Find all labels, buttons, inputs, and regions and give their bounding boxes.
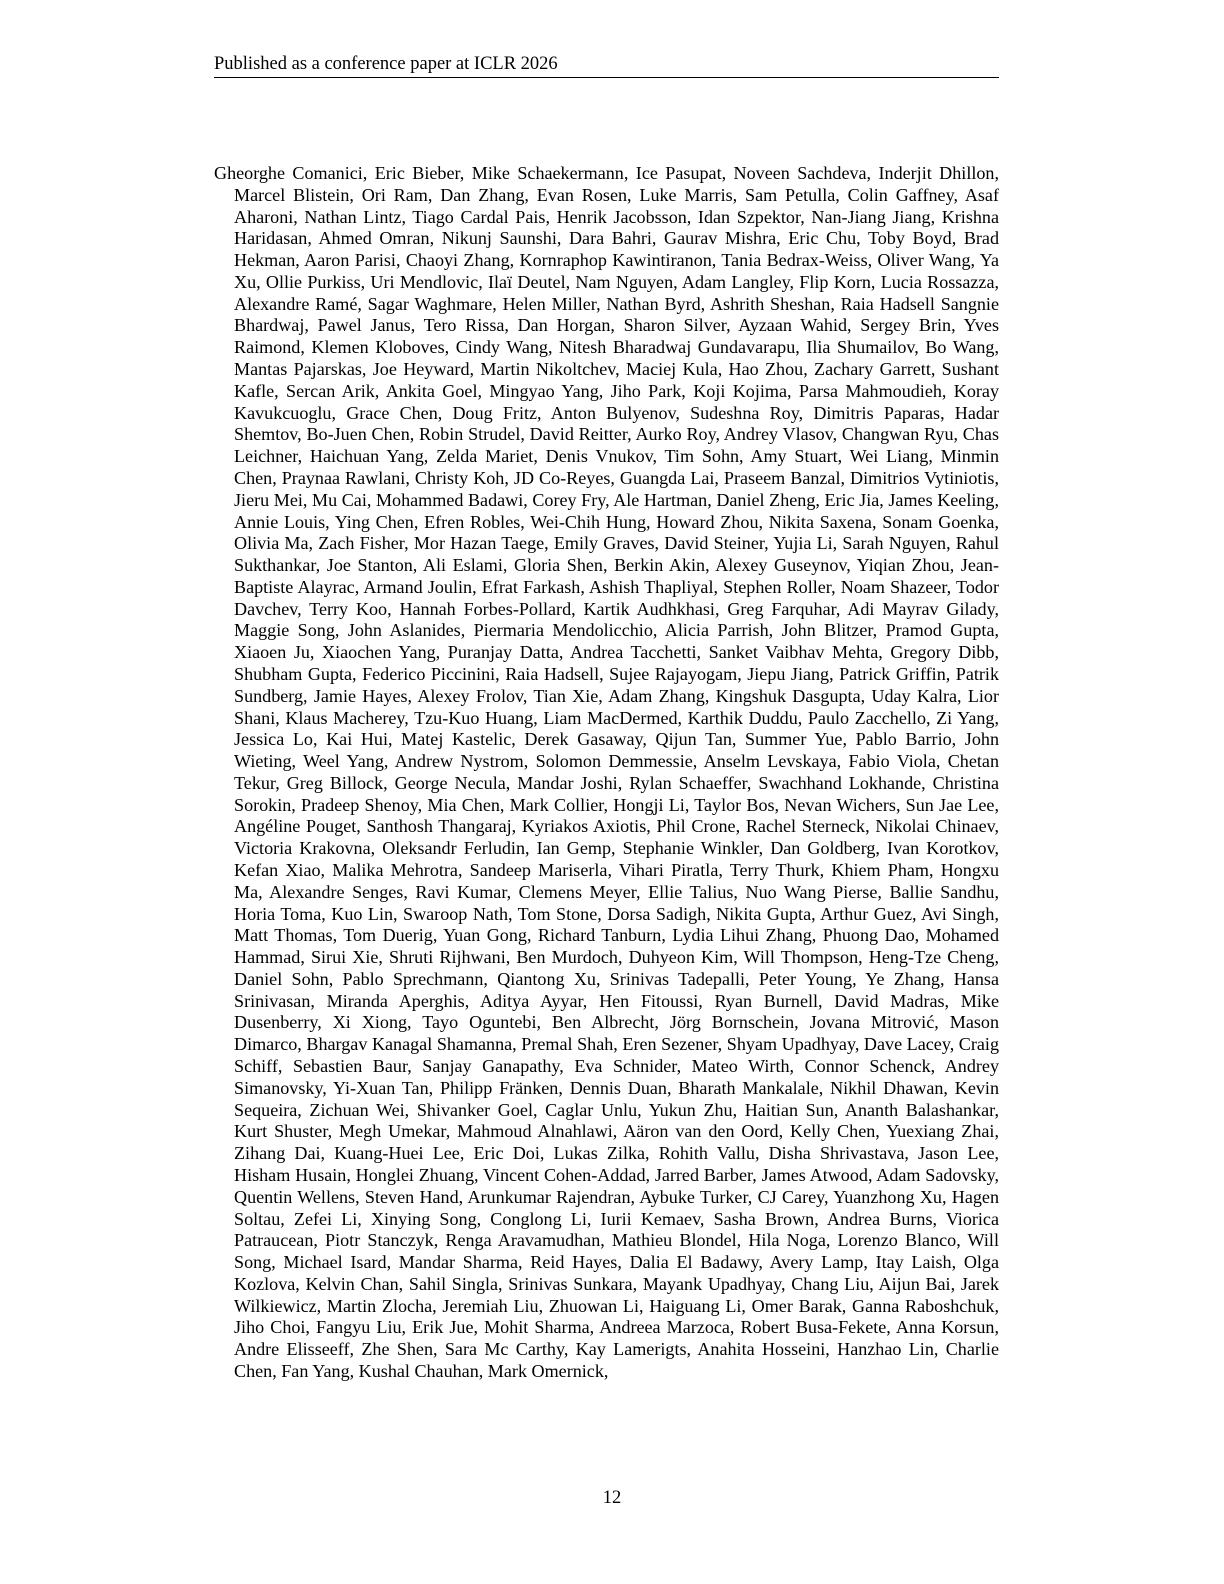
reference-entry: Gheorghe Comanici, Eric Bieber, Mike Schaekermann, Ice Pasupat, Noveen Sachdeva, Inderjit Dhillon, Marcel Blistein, Ori Ram, Dan Zhang, Evan Rosen, Luke Marris, Sam Petulla, Colin Gaffney, Asaf Aharoni, Nathan Lintz, Tiago Cardal Pais, Henrik Jacobsson, Idan Szpektor, Nan-Jiang Jiang, Krishna Haridasan, Ahmed Omran, Nikunj Saunshi, Dara Bahri, Gaurav Mishra, Eric Chu, Toby Boyd, Brad Hekman, Aaron Parisi, Chaoyi Zhang, Kornraphop Kawintiranon, Tania Bedrax-Weiss, Oliver Wang, Ya Xu, Ollie Purkiss, Uri Mendlovic, Ilaï Deutel, Nam Nguyen, Adam Langley, Flip Korn, Lucia Rossazza, Alexandre Ramé, Sagar Waghmare, Helen Miller, Nathan Byrd, Ashrith Sheshan, Raia Hadsell Sangnie Bhardwaj, Pawel Janus, Tero Rissa, Dan Horgan, Sharon Silver, Ayzaan Wahid, Sergey Brin, Yves Raimond, Klemen Kloboves, Cindy Wang, Nitesh Bharadwaj Gundavarapu, Ilia Shumailov, Bo Wang, Mantas Pajarskas, Joe Heyward, Martin Nikoltchev, Maciej Kula, Hao Zhou, Zachary Garrett, Sushant Kafle, Sercan Arik, Ankita Goel, Mingyao Yang, Jiho Park, Koji Kojima, Parsa Mahmoudieh, Koray Kavukcuoglu, Grace Chen, Doug Fritz, Anton Bulyenov, Sudeshna Roy, Dimitris Paparas, Hadar Shemtov, Bo-Juen Chen, Robin Strudel, David Reitter, Aurko Roy, Andrey Vlasov, Changwan Ryu, Chas Leichner, Haichuan Yang, Zelda Mariet, Denis Vnukov, Tim Sohn, Amy Stuart, Wei Liang, Minmin Chen, Praynaa Rawlani, Christy Koh, JD Co-Reyes, Guangda Lai, Praseem Banzal, Dimitrios Vytiniotis, Jieru Mei, Mu Cai, Mohammed Badawi, Corey Fry, Ale Hartman, Daniel Zheng, Eric Jia, James Keeling, Annie Louis, Ying Chen, Efren Robles, Wei-Chih Hung, Howard Zhou, Nikita Saxena, Sonam Goenka, Olivia Ma, Zach Fisher, Mor Hazan Taege, Emily Graves, David Steiner, Yujia Li, Sarah Nguyen, Rahul Sukthankar, Joe Stanton, Ali Eslami, Gloria Shen, Berkin Akin, Alexey Guseynov, Yiqian Zhou, Jean-Baptiste Alayrac, Armand Joulin, Efrat Farkash, Ashish Thapliyal, Stephen Roller, Noam Shazeer, Todor Davchev, Terry Koo, Hannah Forbes-Pollard, Kartik Audhkhasi, Greg Farquhar, Adi Mayrav Gilady, Maggie Song, John Aslanides, Piermaria Mendolicchio, Alicia Parrish, John Blitzer, Pramod Gupta, Xiaoen Ju, Xiaochen Yang, Puranjay Datta, Andrea Tacchetti, Sanket Vaibhav Mehta, Gregory Dibb, Shubham Gupta, Federico Piccinini, Raia Hadsell, Sujee Rajayogam, Jiepu Jiang, Patrick Griffin, Patrik Sundberg, Jamie Hayes, Alexey Frolov, Tian Xie, Adam Zhang, Kingshuk Dasgupta, Uday Kalra, Lior Shani, Klaus Macherey, Tzu-Kuo Huang, Liam MacDermed, Karthik Duddu, Paulo Zacchello, Zi Yang, Jessica Lo, Kai Hui, Matej Kastelic, Derek Gasaway, Qijun Tan, Summer Yue, Pablo Barrio, John Wieting, Weel Yang, Andrew Nystrom, Solomon Demmessie, Anselm Levskaya, Fabio Viola, Chetan Tekur, Greg Billock, George Necula, Mandar Joshi, Rylan Schaeffer, Swachhand Lokhande, Christina Sorokin, Pradeep Shenoy, Mia Chen, Mark Collier, Hongji Li, Taylor Bos, Nevan Wichers, Sun Jae Lee, Angéline Pouget, Santhosh Thangaraj, Kyriakos Axiotis, Phil Crone, Rachel Sterneck, Nikolai Chinaev, Victoria Krakovna, Oleksandr Ferludin, Ian Gemp, Stephanie Winkler, Dan Goldberg, Ivan Korotkov, Kefan Xiao, Malika Mehrotra, Sandeep Mariserla, Vihari Piratla, Terry Thurk, Khiem Pham, Hongxu Ma, Alexandre Senges, Ravi Kumar, Clemens Meyer, Ellie Talius, Nuo Wang Pierse, Ballie Sandhu, Horia Toma, Kuo Lin, Swaroop Nath, Tom Stone, Dorsa Sadigh, Nikita Gupta, Arthur Guez, Avi Singh, Matt Thomas, Tom Duerig, Yuan Gong, Richard Tanburn, Lydia Lihui Zhang, Phuong Dao, Mohamed Hammad, Sirui Xie, Shruti Rijhwani, Ben Murdoch, Duhyeon Kim, Will Thompson, Heng-Tze Cheng, Daniel Sohn, Pablo Sprechmann, Qiantong Xu, Srinivas Tadepalli, Peter Young, Ye Zhang, Hansa Srinivasan, Miranda Aperghis, Aditya Ayyar, Hen Fitoussi, Ryan Burnell, David Madras, Mike Dusenberry, Xi Xiong, Tayo Oguntebi, Ben Albrecht, Jörg Bornschein, Jovana Mitrović, Mason Dimarco, Bhargav Kanagal Shamanna, Premal Shah, Eren Sezener, Shyam Upadhyay, Dave Lacey, Craig Schiff, Sebastien Baur, Sanjay Ganapathy, Eva Schnider, Mateo Wirth, Connor Schenck, Andrey Simanovsky, Yi-Xuan Tan, Philipp Fränken, Dennis Duan, Bharath Mankalale, Nikhil Dhawan, Kevin Sequeira, Zichuan Wei, Shivanker Goel, Caglar Unlu, Yukun Zhu, Haitian Sun, Ananth Balashankar, Kurt Shuster, Megh Umekar, Mahmoud Alnahlawi, Aäron van den Oord, Kelly Chen, Yuexiang Zhai, Zihang Dai, Kuang-Huei Lee, Eric Doi, Lukas Zilka, Rohith Vallu, Disha Shrivastava, Jason Lee, Hisham Husain, Honglei Zhuang, Vincent Cohen-Addad, Jarred Barber, James Atwood, Adam Sadovsky, Quentin Wellens, Steven Hand, Arunkumar Rajendran, Aybuke Turker, CJ Carey, Yuanzhong Xu, Hagen Soltau, Zefei Li, Xinying Song, Conglong Li, Iurii Kemaev, Sasha Brown, Andrea Burns, Viorica Patraucean, Piotr Stanczyk, Renga Aravamudhan, Mathieu Blondel, Hila Noga, Lorenzo Blanco, Will Song, Michael Isard, Mandar Sharma, Reid Hayes, Dalia El Badawy, Avery Lamp, Itay Laish, Olga Kozlova, Kelvin Chan, Sahil Singla, Srinivas Sunkara, Mayank Upadhyay, Chang Liu, Aijun Bai, Jarek Wilkiewicz, Martin Zlocha, Jeremiah Liu, Zhuowan Li, Haiguang Li, Omer Barak, Ganna Raboshchuk, Jiho Choi, Fangyu Liu, Erik Jue, Mohit Sharma, Andreea Marzoca, Robert Busa-Fekete, Anna Korsun, Andre Elisseeff, Zhe Shen, Sara Mc Carthy, Kay Lamerigts, Anahita Hosseini, Hanzhao Lin, Charlie Chen, Fan Yang, Kushal Chauhan, Mark Omernick, — [214, 163, 999, 1381]
references-section — [214, 163, 999, 1383]
page-number: 12 — [602, 1488, 622, 1508]
running-header: Published as a conference paper at ICLR 2026 — [214, 52, 999, 78]
